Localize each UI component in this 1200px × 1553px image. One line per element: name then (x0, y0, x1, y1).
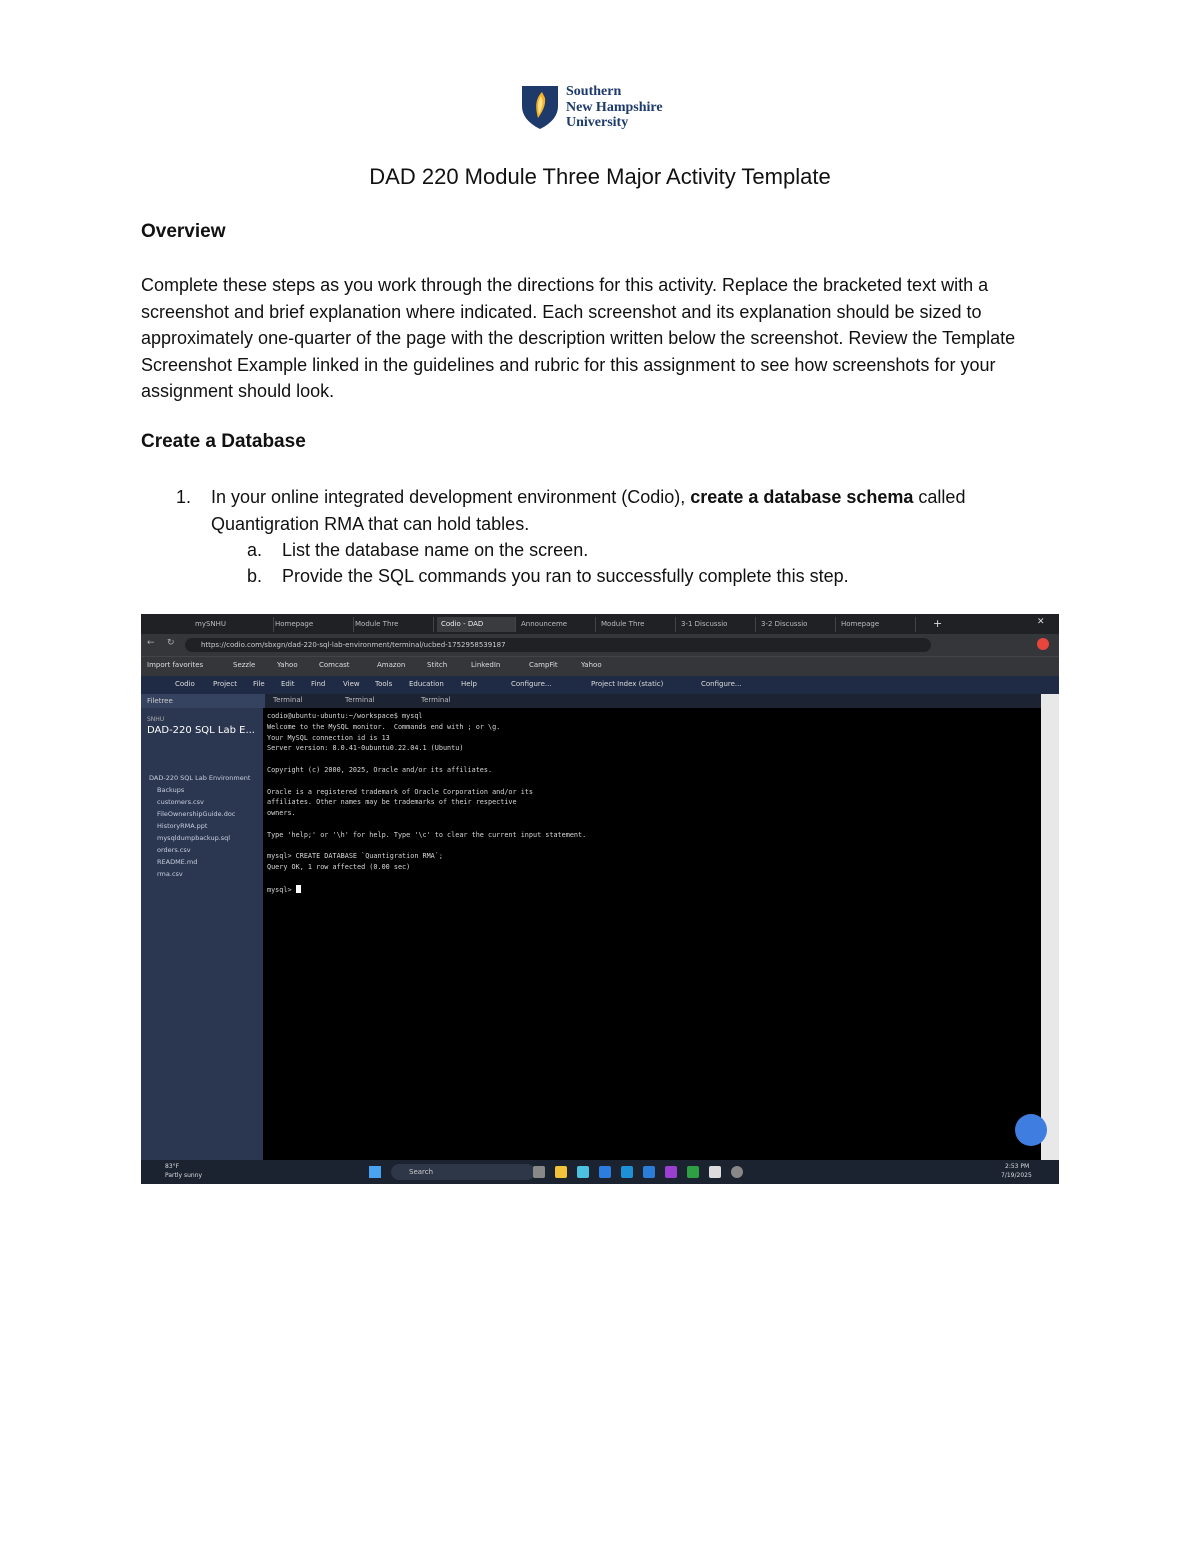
browser-tab[interactable]: Announceme (517, 617, 596, 632)
menu-item[interactable]: Codio (175, 680, 195, 688)
menu-item[interactable]: Configure... (701, 680, 742, 688)
create-database-heading: Create a Database (141, 431, 306, 452)
windows-start-icon[interactable] (369, 1166, 381, 1178)
browser-tab-bar (141, 614, 1059, 634)
screenshot-image (141, 614, 1059, 1184)
terminal-cursor (296, 885, 301, 893)
browser-tab[interactable]: 3-2 Discussio (757, 617, 836, 632)
task-view-icon[interactable] (533, 1166, 545, 1178)
menu-item[interactable]: Configure... (511, 680, 552, 688)
terminal-tab[interactable]: Terminal (421, 696, 451, 704)
bookmark[interactable]: CampFit (529, 661, 558, 669)
terminal-tab-bar (265, 694, 1041, 708)
bookmark[interactable]: Sezzle (233, 661, 256, 669)
menu-item[interactable]: Project Index (static) (591, 680, 664, 688)
file-item[interactable]: Backups (157, 786, 185, 794)
terminal-line: mysql> CREATE DATABASE `Quantigration RMA`; (267, 852, 443, 861)
terminal-line: Welcome to the MySQL monitor. Commands end with ; or \g. (267, 722, 501, 731)
step-1a-text: List the database name on the screen. (282, 540, 589, 560)
step-1-number: 1. (176, 487, 192, 507)
menu-item[interactable]: Project (213, 680, 237, 688)
bookmark[interactable]: Yahoo (277, 661, 298, 669)
terminal-line: Oracle is a registered trademark of Oracle Corporation and/or its (267, 787, 533, 796)
sidebar-tab[interactable]: Filetree (141, 694, 269, 708)
document-title: DAD 220 Module Three Major Activity Template (369, 164, 831, 189)
terminal-line: Server version: 8.0.41-0ubuntu0.22.04.1 (Ubuntu) (267, 744, 464, 753)
browser-tab-active[interactable]: Codio - DAD (437, 617, 516, 632)
file-item[interactable]: FileOwnershipGuide.doc (157, 810, 236, 818)
bookmarks-bar (141, 656, 1059, 677)
menu-item[interactable]: File (253, 680, 265, 688)
weather-desc: Partly sunny (165, 1172, 203, 1179)
weather-temp: 83°F (165, 1163, 180, 1170)
outlook-icon[interactable] (599, 1166, 611, 1178)
bookmark[interactable]: Amazon (377, 661, 406, 669)
menu-item[interactable]: Edit (281, 680, 295, 688)
browser-tab[interactable]: 3-1 Discussio (677, 617, 756, 632)
bookmark[interactable]: Comcast (319, 661, 350, 669)
step-1b-label: b. (247, 566, 263, 586)
file-item[interactable]: README.md (157, 858, 198, 866)
overview-heading: Overview (141, 221, 226, 242)
snhu-logo (520, 84, 690, 134)
step-1a-label: a. (247, 540, 263, 560)
terminal-line: codio@ubuntu-ubuntu:~/workspace$ mysql (267, 712, 423, 720)
file-explorer-icon[interactable] (555, 1166, 567, 1178)
bookmark[interactable]: Stitch (427, 661, 448, 669)
menu-item[interactable]: Find (311, 680, 326, 688)
overview-paragraph: Complete these steps as you work through the directions for this activity. Replace the bracketed text with a screenshot and brief explanation where indicated. Each screenshot and its explanation should be sized to approximately one-quarter of the page with the description written below the screenshot. Review the Template Screenshot Example linked in the guidelines and rubric for this assignment to see how screenshots for your assignment should look. (141, 275, 1016, 401)
file-item[interactable]: mysqldumpbackup.sql (157, 834, 231, 842)
menu-item[interactable]: Tools (375, 680, 393, 688)
terminal-line: Query OK, 1 row affected (0.00 sec) (267, 863, 411, 872)
assistant-bot-icon[interactable] (1015, 1114, 1047, 1146)
file-tree-panel (141, 694, 263, 1160)
menu-item[interactable]: View (343, 680, 360, 688)
terminal-line: owners. (267, 809, 296, 818)
step-1b-text: Provide the SQL commands you ran to successfully complete this step. (282, 566, 849, 586)
bookmark[interactable]: Import favorites (147, 661, 204, 669)
reload-icon[interactable]: ↻ (167, 638, 175, 648)
browser-tab[interactable]: Homepage (271, 617, 354, 632)
terminal-tab[interactable]: Terminal (345, 696, 375, 704)
back-icon[interactable]: ← (147, 638, 155, 648)
clock-date: 7/19/2025 (1001, 1172, 1032, 1179)
close-window-icon[interactable]: ✕ (1037, 617, 1045, 627)
clock-time: 2:53 PM (1005, 1163, 1030, 1170)
vscode-icon[interactable] (643, 1166, 655, 1178)
new-tab-icon[interactable]: + (933, 617, 943, 630)
terminal-line: Copyright (c) 2000, 2025, Oracle and/or its affiliates. (267, 766, 493, 774)
file-item[interactable]: orders.csv (157, 846, 191, 854)
file-item[interactable]: customers.csv (157, 798, 204, 806)
terminal-line: Your MySQL connection id is 13 (267, 733, 390, 742)
app-icon[interactable] (621, 1166, 633, 1178)
root-folder[interactable]: DAD-220 SQL Lab Environment (149, 774, 251, 782)
settings-icon[interactable] (731, 1166, 743, 1178)
address-bar-row (141, 634, 1059, 656)
browser-tab[interactable]: Module Thre (351, 617, 434, 632)
app-icon[interactable] (709, 1166, 721, 1178)
browser-tab[interactable]: Module Thre (597, 617, 676, 632)
terminal-tab[interactable]: Terminal (273, 696, 303, 704)
shield-icon (520, 84, 560, 130)
edge-icon[interactable] (577, 1166, 589, 1178)
project-name: DAD-220 SQL Lab E... (147, 725, 255, 736)
url-field[interactable]: https://codio.com/sbxgn/dad-220-sql-lab-environment/terminal/ucbed-1752958539187 (185, 638, 931, 652)
file-item[interactable]: rma.csv (157, 870, 183, 878)
browser-tab[interactable]: Homepage (837, 617, 916, 632)
menu-item[interactable]: Help (461, 680, 477, 688)
terminal-line: affiliates. Other names may be trademarks of their respective (267, 798, 517, 807)
codio-menu-bar (141, 676, 1059, 694)
terminal-scrollbar[interactable] (1041, 694, 1059, 1160)
file-item[interactable]: HistoryRMA.ppt (157, 822, 208, 830)
bookmark[interactable]: Yahoo (581, 661, 602, 669)
menu-item[interactable]: Education (409, 680, 444, 688)
onenote-icon[interactable] (665, 1166, 677, 1178)
windows-taskbar (141, 1160, 1059, 1184)
bookmark[interactable]: LinkedIn (471, 661, 501, 669)
browser-tab[interactable]: mySNHU (191, 617, 274, 632)
terminal-line: Type 'help;' or '\h' for help. Type '\c' to clear the current input statement. (267, 830, 587, 839)
excel-icon[interactable] (687, 1166, 699, 1178)
step-1-text: In your online integrated development environment (Codio), create a database schema called Quantigration RMA that can hold tables. (211, 487, 966, 534)
project-org: SNHU (147, 716, 165, 723)
profile-icon[interactable] (1037, 638, 1049, 650)
terminal-output[interactable] (265, 708, 1041, 1160)
logo-wordmark: Southern New Hampshire University (566, 84, 663, 130)
terminal-line: mysql> (267, 885, 301, 894)
taskbar-search[interactable]: Search (391, 1164, 535, 1180)
